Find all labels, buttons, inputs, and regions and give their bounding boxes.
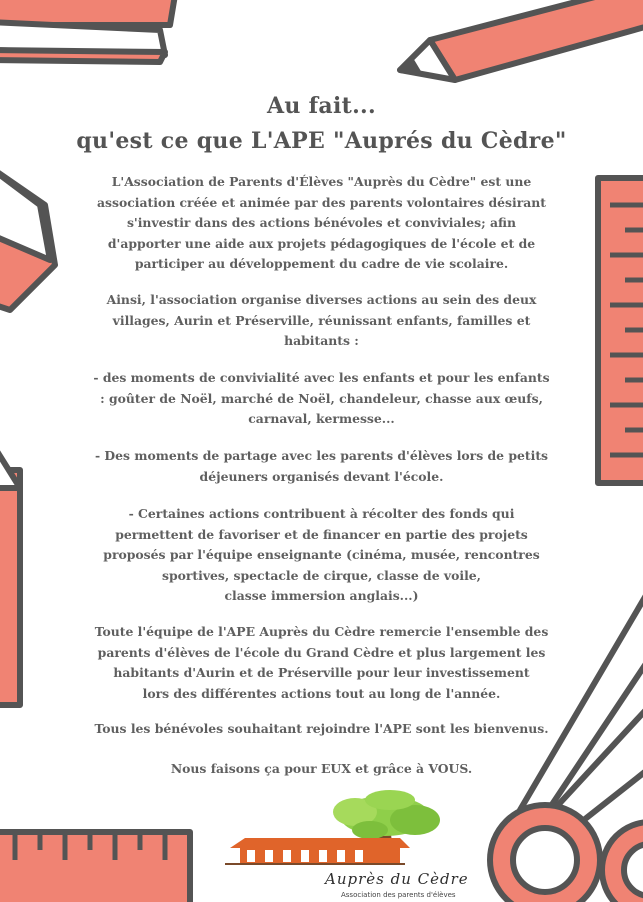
text-line: - des moments de convivialité avec les enfants et pour les enfants: [93, 370, 550, 385]
text-line: villages, Aurin et Préserville, réunissant enfants, familles et: [112, 312, 531, 328]
title-line-2: qu'est ce que L'APE "Auprés du Cèdre": [76, 128, 567, 154]
ape-logo: [225, 790, 485, 902]
text-line: participer au développement du cadre de vie scolaire.: [134, 256, 509, 271]
ruler-icon: [598, 178, 643, 483]
paragraph-volunteers: [40, 719, 603, 740]
text-line: habitants :: [284, 333, 359, 348]
text-line: classe immersion anglais...): [224, 588, 419, 603]
stapler-icon: [0, 0, 175, 62]
ruler-bottom-icon: [0, 832, 190, 902]
text-line: déjeuners organisés devant l'école.: [199, 468, 444, 484]
text-line: proposés par l'équipe enseignante (cinéma, musée, rencontres: [103, 547, 540, 562]
paragraph-funds: [40, 504, 603, 607]
text-line: : goûter de Noël, marché de Noël, chandeleur, chasse aux œufs,: [100, 390, 543, 406]
pencil-left-icon: [0, 440, 20, 705]
title-line-1: Au fait...: [267, 93, 376, 119]
logo-name: Auprès du Cèdre: [325, 870, 469, 888]
text-line: parents d'élèves de l'école du Grand Cèdre et plus largement les: [97, 644, 546, 660]
paragraph-sharing: [40, 446, 603, 487]
text-line: Toute l'équipe de l'APE Auprès du Cèdre remercie l'ensemble des: [94, 624, 549, 639]
paragraph-closing: [40, 759, 603, 780]
logo-subtitle: Association des parents d'élèves: [341, 891, 456, 899]
text-line: association créée et animée par des parents volontaires désirant: [96, 194, 547, 210]
text-line: lors des différentes actions tout au long de l'année.: [142, 685, 501, 701]
text-line: - Certaines actions contribuent à récolter des fonds qui: [128, 506, 515, 521]
text-line: - Des moments de partage avec les parents d'élèves lors de petits: [94, 448, 549, 463]
paragraph-conviviality: [40, 368, 603, 430]
paragraph-intro: [40, 172, 603, 275]
text-line: d'apporter une aide aux projets pédagogiques de l'école et de: [107, 235, 536, 251]
text-line: permettent de favoriser et de financer en partie des projets: [115, 526, 528, 542]
text-line: habitants d'Aurin et de Préserville pour leur investissement: [113, 665, 530, 680]
pencil-icon: [400, 0, 643, 80]
text-line: Tous les bénévoles souhaitant rejoindre l'APE sont les bienvenus.: [94, 721, 549, 736]
text-line: s'investir dans des actions bénévoles et conviviales; afin: [126, 215, 517, 230]
text-line: Nous faisons ça pour EUX et grâce à VOUS.: [170, 761, 473, 776]
paragraph-actions: [40, 290, 603, 352]
paragraph-thanks: [40, 622, 603, 704]
text-line: L'Association de Parents d'Élèves "Auprès du Cèdre" est une: [111, 174, 532, 189]
text-line: Ainsi, l'association organise diverses actions au sein des deux: [106, 292, 537, 307]
text-line: carnaval, kermesse...: [248, 411, 395, 426]
text-line: sportives, spectacle de cirque, classe de voile,: [161, 567, 481, 583]
